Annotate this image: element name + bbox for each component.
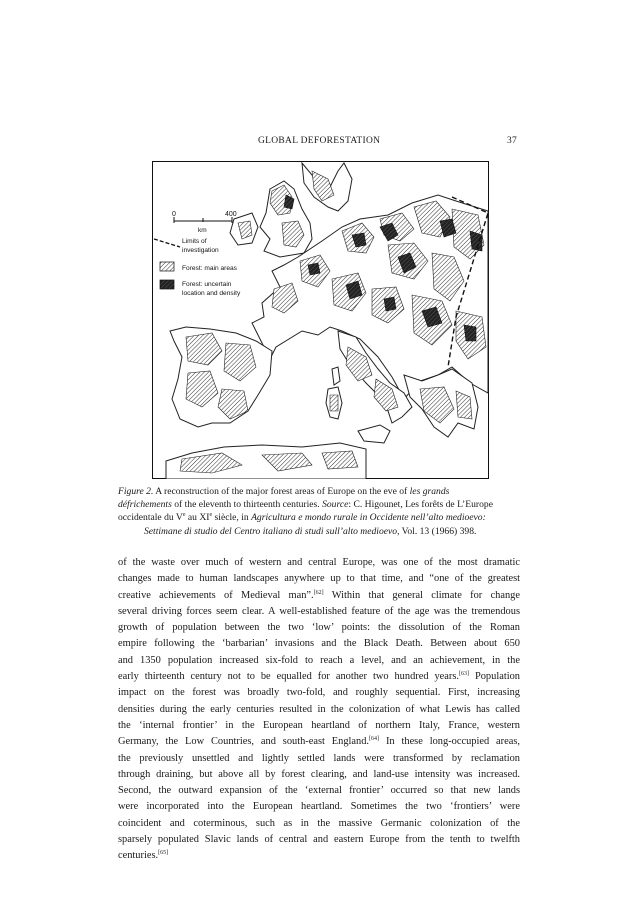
scale-end: 400 <box>225 211 237 218</box>
text-line: were incorporated into the European heartland. Sometimes the two ‘frontiers’ were <box>118 801 520 813</box>
text-line: early thirteenth century not to be equalled for another two hundred years.[63] Population <box>118 671 520 683</box>
citation-64: [64] <box>369 736 380 743</box>
citation-62: [62] <box>313 589 324 596</box>
caption-line-4: Settimane di studio del Centro italiano di studi sull’alto medioevo, Vol. 13 (1966) 398. <box>144 525 477 537</box>
text-line: several driving forces seem clear. A well-established feature of the age was the tremendous <box>118 605 520 617</box>
corsica <box>332 367 340 385</box>
scale-start: 0 <box>172 211 176 218</box>
figure-caption <box>118 485 520 538</box>
text-line: through draining, but above all by forest clearing, and land-use intensity was increased. <box>118 768 520 780</box>
legend-uncertain-label-2: location and density <box>182 290 241 297</box>
text-line: the ‘internal frontier’ in the European heartland of northern Italy, France, western <box>118 719 520 731</box>
citation-65: [65] <box>158 850 169 857</box>
legend-limits-label-2: investigation <box>182 247 219 254</box>
page-number: 37 <box>507 136 518 146</box>
text-line: Second, the outward expansion of the ‘external frontier’ occurred so that new lands <box>118 785 520 797</box>
caption-line-3: occidentale du Ve au XIe siècle, in Agricultura e mondo rurale in Occidente nell’alto medioevo: <box>118 512 486 524</box>
body-paragraph <box>118 555 520 865</box>
text-line: empire following the ‘barbarian’ invasions and the Black Death. Between about 650 <box>118 638 520 650</box>
legend-uncertain-swatch <box>160 280 174 289</box>
running-head <box>0 136 638 150</box>
text-line: and 1350 population increased six-fold to reach a level, and an achievement, in the <box>118 654 520 666</box>
forest-map-figure <box>152 161 489 479</box>
text-line: creative achievements of Medieval man”.[62] Within that general climate for change <box>118 589 520 601</box>
legend-main-swatch <box>160 262 174 271</box>
legend-main-label: Forest: main areas <box>182 265 237 272</box>
caption-line-1: Figure 2. A reconstruction of the major forest areas of Europe on the eve of les grands <box>118 486 450 497</box>
text-line: of the waste over much of western and central Europe, was one of the most dramatic <box>118 557 520 568</box>
text-line: growth of population between the two ‘low’ points: the dissolution of the Roman <box>118 622 520 634</box>
text-line: impact on the forest was broadly two-fold, and roughly sequential. First, increasing <box>118 687 520 699</box>
running-title: GLOBAL DEFORESTATION <box>258 136 381 146</box>
text-line: densities during the early centuries resulted in the colonization of what Lewis has called <box>118 703 520 715</box>
text-line: sparsely populated Slavic lands of central and eastern Europe from the tenth to twelfth <box>118 834 520 846</box>
europe-forest-map <box>152 161 489 479</box>
caption-line-2: défrichements of the eleventh to thirteenth centuries. Source: C. Higounet, Les forêts de L’Europe <box>118 499 493 511</box>
text-line: coincident and coterminous, such as in the massive Germanic colonization of the <box>118 817 520 829</box>
text-line: Germany, the Low Countries, and south-east England.[64] In these long-occupied areas, <box>118 736 520 748</box>
citation-63: [63] <box>459 671 469 678</box>
legend-uncertain-label: Forest: uncertain <box>182 281 232 288</box>
text-line: centuries.[65] <box>118 850 169 862</box>
text-line: changes made to human landscapes anywhere up to that time, and “one of the greatest <box>118 573 520 585</box>
scale-unit: km <box>198 227 207 234</box>
text-line: the previously unsettled and lightly settled lands were transformed by reclamation <box>118 752 520 764</box>
legend-limits-label: Limits of <box>182 238 207 245</box>
